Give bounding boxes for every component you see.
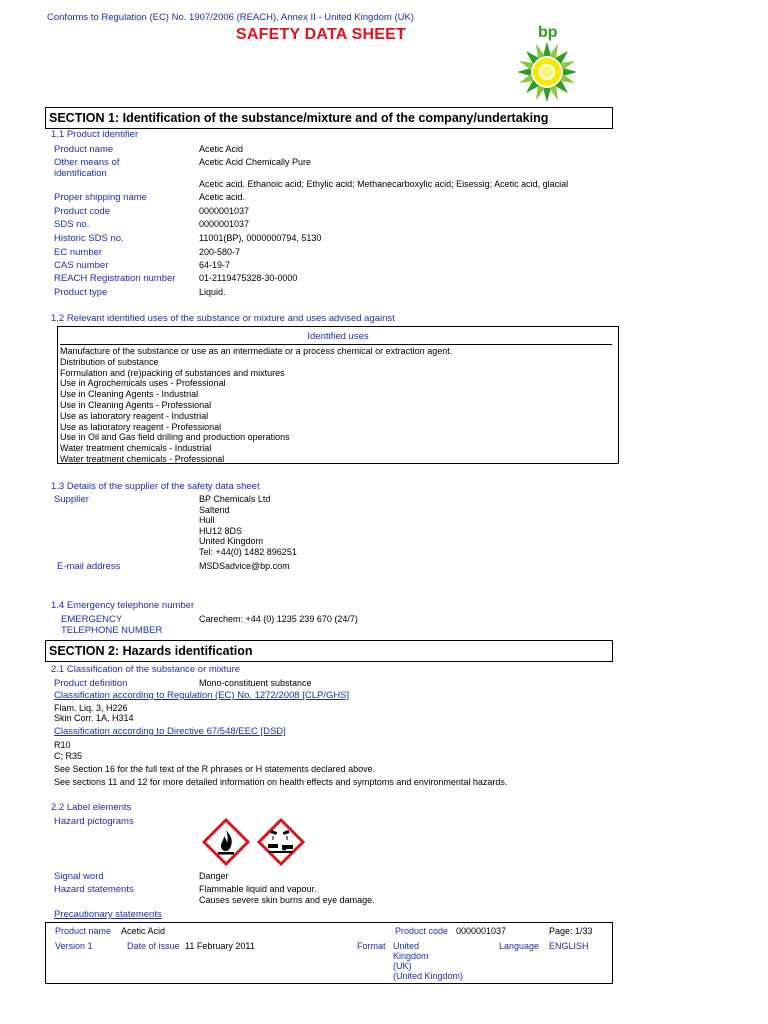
list-item: Use as laboratory reagent - Professional bbox=[60, 421, 222, 432]
uses-divider bbox=[60, 344, 612, 345]
emergency-phone: Carechem: +44 (0) 1235 239 670 (24/7) bbox=[199, 614, 358, 624]
hazard-pictograms-label: Hazard pictograms bbox=[54, 816, 134, 827]
cas-number-label: CAS number bbox=[54, 260, 109, 271]
emergency-label: EMERGENCY TELEPHONE NUMBER bbox=[61, 614, 163, 636]
subsection-1-1: 1.1 Product identifier bbox=[51, 129, 139, 140]
email-link[interactable]: MSDSadvice@bp.com bbox=[199, 561, 290, 571]
footer-issue-label: Date of issue bbox=[127, 941, 180, 951]
dsd-class-1: R10 bbox=[54, 740, 71, 750]
other-means-label: Other means of identification bbox=[54, 157, 120, 179]
footer-product-name: Acetic Acid bbox=[121, 926, 166, 936]
document-footer bbox=[45, 922, 613, 984]
shipping-name-value: Acetic acid. bbox=[199, 192, 246, 202]
cas-number-value: 64-19-7 bbox=[199, 260, 231, 270]
section-2-heading: SECTION 2: Hazards identification bbox=[45, 640, 613, 662]
classification-note-1: See Section 16 for the full text of the R phrases or H statements declared above. bbox=[54, 764, 376, 774]
list-item: Water treatment chemicals - Professional bbox=[60, 453, 225, 464]
footer-product-code: 0000001037 bbox=[456, 926, 507, 936]
dsd-class-2: C; R35 bbox=[54, 751, 83, 761]
reach-number-value: 01-2119475328-30-0000 bbox=[199, 273, 298, 283]
list-item: Manufacture of the substance or use as an intermediate or a process chemical or extraction agent. bbox=[60, 346, 453, 356]
classification-note-2: See sections 11 and 12 for more detailed information on health effects and symptoms and environmental hazards. bbox=[54, 777, 508, 787]
footer-version: Version 1 bbox=[55, 941, 93, 951]
product-definition-value: Mono-constituent substance bbox=[199, 678, 312, 688]
product-code-label: Product code bbox=[54, 206, 110, 217]
shipping-name-label: Proper shipping name bbox=[54, 192, 147, 203]
footer-page-number: Page: 1/33 bbox=[549, 926, 593, 936]
list-item: Distribution of substance bbox=[60, 356, 159, 367]
subsection-1-2: 1.2 Relevant identified uses of the substance or mixture and uses advised against bbox=[51, 313, 395, 324]
section-1-heading: SECTION 1: Identification of the substance/mixture and of the company/undertaking bbox=[45, 107, 613, 129]
sds-no-label: SDS no. bbox=[54, 219, 90, 230]
clp-classification-link[interactable]: Classification according to Regulation (EC) No. 1272/2008 [CLP/GHS] bbox=[54, 690, 350, 701]
bp-helios-logo bbox=[512, 24, 582, 104]
list-item: Use as laboratory reagent - Industrial bbox=[60, 410, 209, 421]
precautionary-statements-link[interactable]: Precautionary statements bbox=[54, 909, 162, 920]
other-means-value-2: Acetic acid. Ethanoic acid; Ethylic acid; Methanecarboxylic acid; Eisessig; Acetic acid, glacial bbox=[199, 179, 569, 189]
supplier-label: Supplier bbox=[54, 494, 89, 505]
clp-class-1: Flam. Liq. 3, H226 bbox=[54, 703, 128, 713]
product-name-label: Product name bbox=[54, 144, 114, 155]
list-item: Formulation and (re)packing of substances and mixtures bbox=[60, 367, 285, 378]
list-item: Use in Agrochemicals uses - Professional bbox=[60, 378, 226, 389]
subsection-2-1: 2.1 Classification of the substance or mixture bbox=[51, 664, 241, 675]
subsection-1-4: 1.4 Emergency telephone number bbox=[51, 600, 195, 611]
list-item: Use in Cleaning Agents - Professional bbox=[60, 399, 212, 410]
identified-uses-table bbox=[57, 326, 619, 464]
signal-word-value: Danger bbox=[199, 871, 229, 881]
footer-issue-date: 11 February 2011 bbox=[185, 941, 255, 951]
footer-format-value: United Kingdom (UK) (United Kingdom) bbox=[393, 941, 464, 981]
ec-number-value: 200-580-7 bbox=[199, 247, 241, 257]
ec-number-label: EC number bbox=[54, 247, 103, 258]
footer-format-label: Format bbox=[357, 941, 386, 951]
footer-language-value: ENGLISH bbox=[549, 941, 589, 951]
regulation-notice: Conforms to Regulation (EC) No. 1907/2006 (REACH), Annex II - United Kingdom (UK) bbox=[47, 12, 414, 23]
signal-word-label: Signal word bbox=[54, 871, 104, 882]
historic-sds-value: 11001(BP), 0000000794, 5130 bbox=[199, 233, 322, 243]
hazard-statement-1: Flammable liquid and vapour. bbox=[199, 884, 317, 894]
product-type-label: Product type bbox=[54, 287, 108, 298]
page-title: SAFETY DATA SHEET bbox=[236, 26, 406, 43]
list-item: Use in Cleaning Agents - Industrial bbox=[60, 389, 199, 400]
identified-uses-list bbox=[60, 346, 452, 465]
product-code-value: 0000001037 bbox=[199, 206, 250, 216]
logo-text: bp bbox=[538, 24, 558, 41]
list-item: Water treatment chemicals - Industrial bbox=[60, 443, 212, 454]
supplier-address: BP Chemicals Ltd Saltend Hull HU12 8DS United Kingdom Tel: +44(0) 1482 896251 bbox=[199, 494, 297, 557]
identified-uses-header: Identified uses bbox=[307, 331, 369, 342]
reach-number-label: REACH Registration number bbox=[54, 273, 176, 284]
footer-language-label: Language bbox=[499, 941, 540, 951]
historic-sds-label: Historic SDS no. bbox=[54, 233, 124, 244]
hazard-statement-2: Causes severe skin burns and eye damage. bbox=[199, 895, 375, 905]
clp-class-2: Skin Corr. 1A, H314 bbox=[54, 713, 134, 723]
dsd-classification-link[interactable]: Classification according to Directive 67/548/EEC [DSD] bbox=[54, 726, 286, 737]
footer-product-code-label: Product code bbox=[395, 926, 449, 936]
product-name-value: Acetic Acid bbox=[199, 144, 244, 154]
corrosion-pictogram bbox=[257, 818, 305, 866]
sds-no-value: 0000001037 bbox=[199, 219, 250, 229]
flame-pictogram bbox=[202, 818, 250, 866]
email-label: E-mail address bbox=[57, 561, 121, 572]
product-type-value: Liquid. bbox=[199, 287, 226, 297]
list-item: Use in Oil and Gas field drilling and production operations bbox=[60, 432, 290, 443]
subsection-2-2: 2.2 Label elements bbox=[51, 802, 132, 813]
other-means-value-1: Acetic Acid Chemically Pure bbox=[199, 157, 312, 167]
hazard-statements-label: Hazard statements bbox=[54, 884, 134, 895]
product-definition-label: Product definition bbox=[54, 678, 128, 689]
footer-product-name-label: Product name bbox=[55, 926, 112, 936]
subsection-1-3: 1.3 Details of the supplier of the safety data sheet bbox=[51, 481, 260, 492]
